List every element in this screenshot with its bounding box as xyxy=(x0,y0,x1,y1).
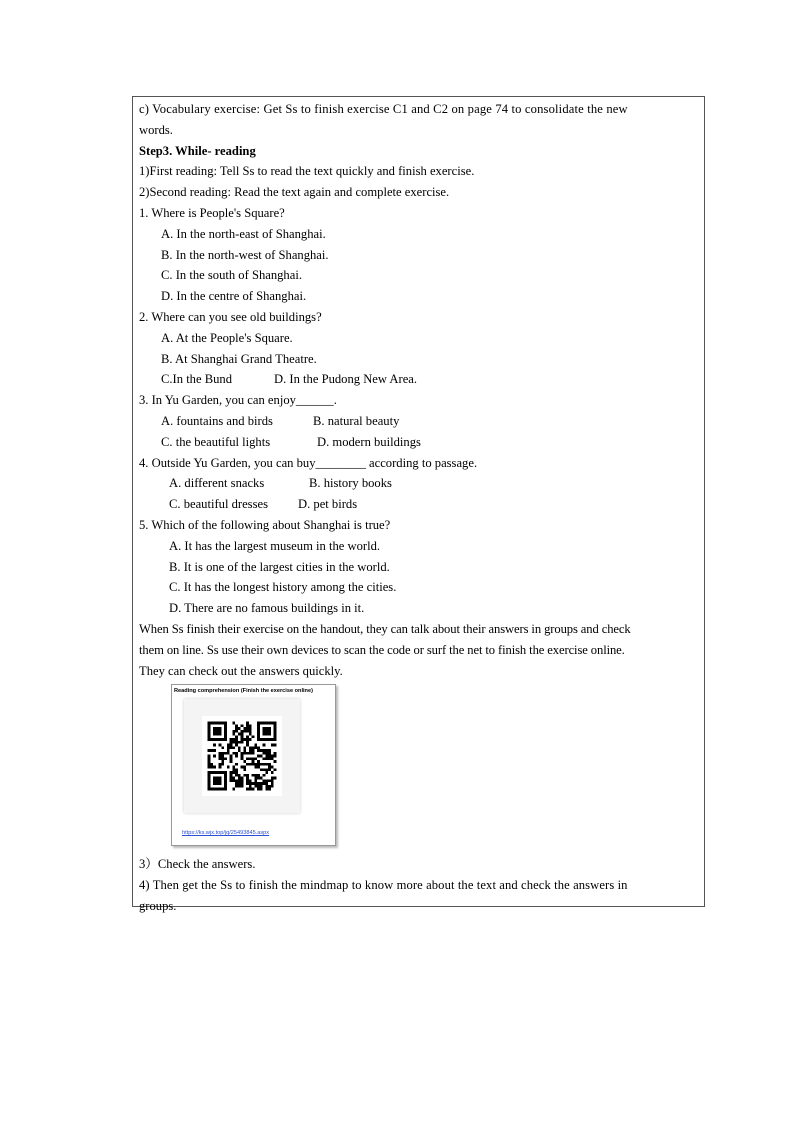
online-exercise-para-line3: They can check out the answers quickly. xyxy=(139,663,343,678)
vocab-exercise-line-cont: words. xyxy=(139,122,173,137)
step-title: Step3. While- reading xyxy=(139,143,256,158)
q4-option-b: B. history books xyxy=(309,476,392,491)
q4-option-a: A. different snacks xyxy=(169,476,265,491)
mindmap-line: 4) Then get the Ss to finish the mindmap to know more about the text and check the answers in xyxy=(139,878,628,893)
q3-option-c: C. the beautiful lights xyxy=(161,434,271,449)
q1-option-d: D. In the centre of Shanghai. xyxy=(161,289,307,304)
qr-code-image[interactable] xyxy=(202,716,282,796)
mindmap-line-cont: groups. xyxy=(139,898,177,913)
q4-option-d: D. pet birds xyxy=(298,497,358,512)
q2-option-d: D. In the Pudong New Area. xyxy=(274,372,418,387)
q4-options-ab xyxy=(139,473,700,494)
q5-option-b: B. It is one of the largest cities in the world. xyxy=(169,559,390,574)
qr-figure xyxy=(139,684,700,850)
question-2: 2. Where can you see old buildings? xyxy=(139,309,322,324)
q3-option-d: D. modern buildings xyxy=(317,434,421,449)
q1-option-b: B. In the north-west of Shanghai. xyxy=(161,247,329,262)
q1-option-a: A. In the north-east of Shanghai. xyxy=(161,226,326,241)
second-reading: 2)Second reading: Read the text again and complete exercise. xyxy=(139,185,450,200)
qr-frame xyxy=(184,699,300,813)
lesson-plan-box xyxy=(132,96,705,913)
q2-option-c: C.In the Bund xyxy=(161,372,233,387)
online-exercise-para-line1: When Ss finish their exercise on the handout, they can talk about their answers in groups and check xyxy=(139,621,631,636)
q3-options-ab xyxy=(139,411,700,432)
q5-option-c: C. It has the longest history among the cities. xyxy=(169,580,397,595)
q3-option-b: B. natural beauty xyxy=(313,413,400,428)
vocab-exercise-line: c) Vocabulary exercise: Get Ss to finish exercise C1 and C2 on page 74 to consolidate the new xyxy=(139,102,628,116)
question-4: 4. Outside Yu Garden, you can buy________ according to passage. xyxy=(139,455,478,470)
question-1: 1. Where is People's Square? xyxy=(139,205,285,220)
first-reading: 1)First reading: Tell Ss to read the text quickly and finish exercise. xyxy=(139,164,475,179)
q3-options-cd xyxy=(139,432,700,453)
q2-option-b: B. At Shanghai Grand Theatre. xyxy=(161,351,317,366)
q4-option-c: C. beautiful dresses xyxy=(169,497,268,512)
q2-option-a: A. At the People's Square. xyxy=(161,330,293,345)
q2-options-cd xyxy=(139,369,700,390)
online-exercise-para-line2: them on line. Ss use their own devices to scan the code or surf the net to finish the exercise online. xyxy=(139,642,625,657)
lesson-content xyxy=(139,99,700,917)
q4-options-cd xyxy=(139,494,700,515)
qr-caption: Reading comprehension (Finish the exercise online) xyxy=(174,688,313,695)
question-5: 5. Which of the following about Shanghai is true? xyxy=(139,517,391,532)
check-answers: 3）Check the answers. xyxy=(139,857,256,872)
q1-option-c: C. In the south of Shanghai. xyxy=(161,268,302,283)
q5-option-a: A. It has the largest museum in the world. xyxy=(169,538,381,553)
qr-card xyxy=(171,684,336,846)
question-3: 3. In Yu Garden, you can enjoy______. xyxy=(139,393,337,408)
q3-option-a: A. fountains and birds xyxy=(161,413,273,428)
q5-option-d: D. There are no famous buildings in it. xyxy=(169,601,365,616)
qr-link[interactable]: https://ks.wjx.top/jq/25493845.aspx xyxy=(182,830,270,837)
